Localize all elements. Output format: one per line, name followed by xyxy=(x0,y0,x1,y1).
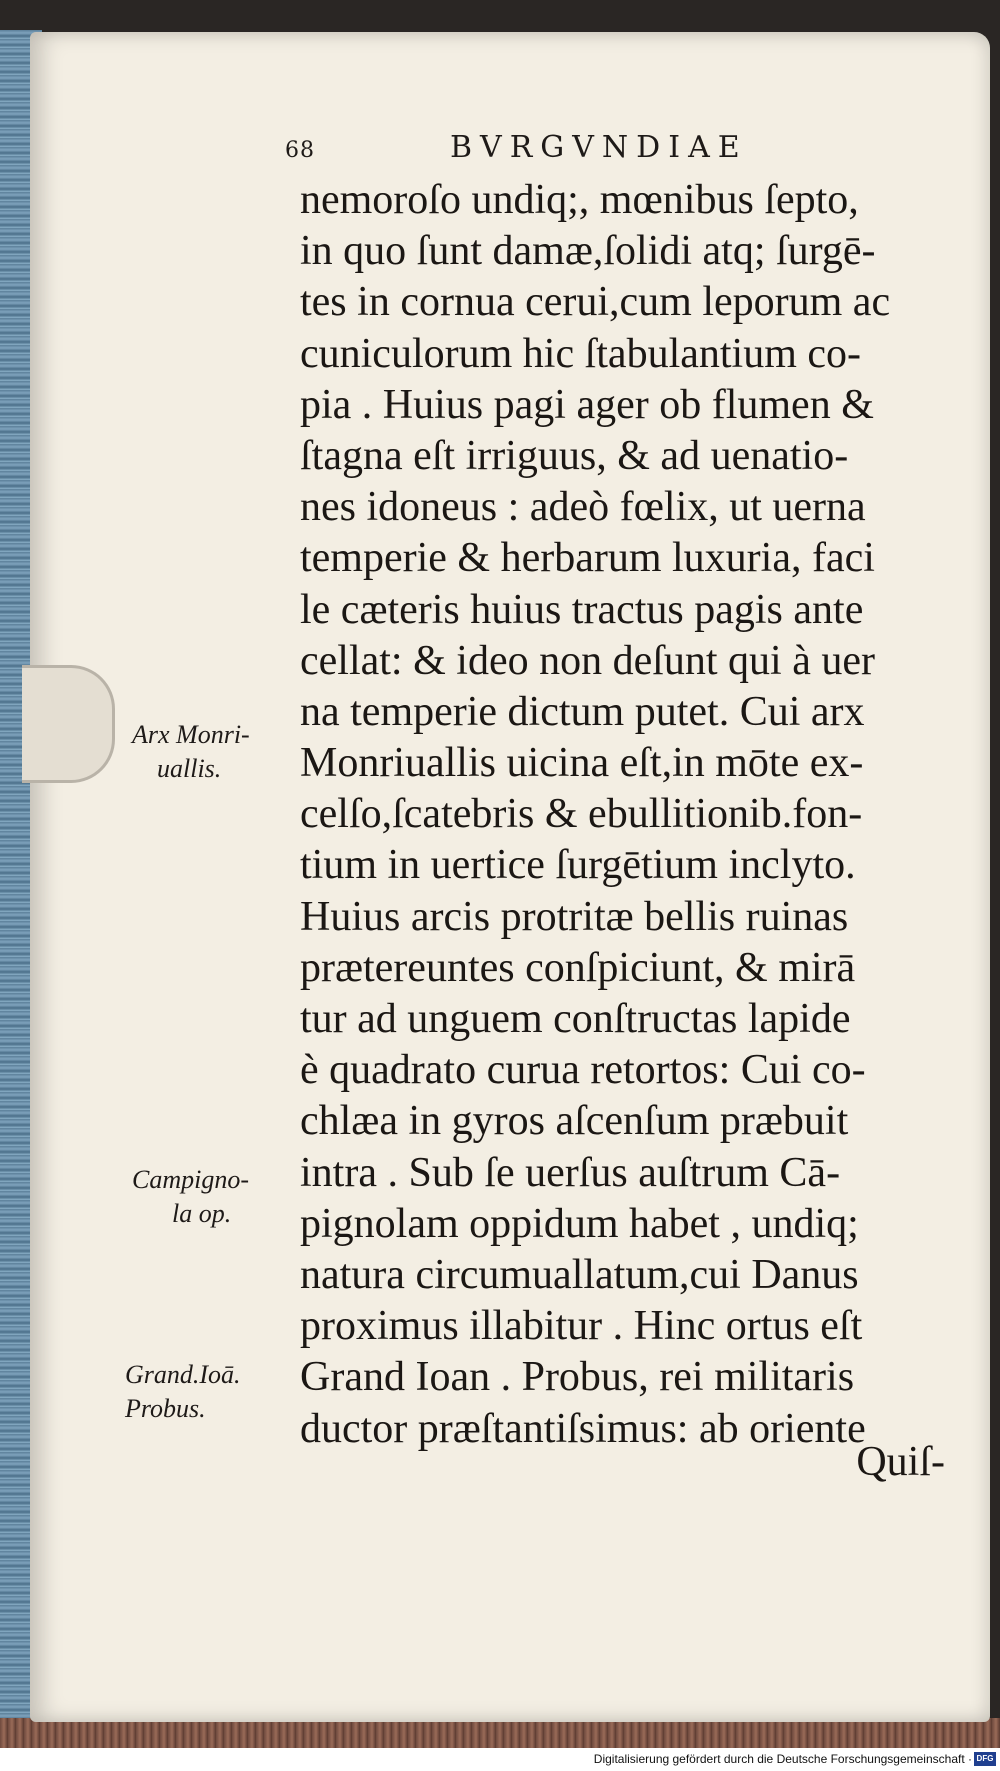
text-line: intra . Sub ſe uerſus auſtrum Cā- xyxy=(300,1149,841,1196)
margin-note-line: Probus. xyxy=(125,1394,206,1423)
text-line: chlæa in gyros aſcenſum præbuit xyxy=(300,1098,849,1145)
text-line: natura circumuallatum,cui Danus xyxy=(300,1251,859,1298)
text-line: in quo ſunt damæ,ſolidi atq; ſurgē- xyxy=(300,228,876,275)
text-line: tium in uertice ſurgētium inclyto. xyxy=(300,842,856,889)
text-line: Huius arcis protritæ bellis ruinas xyxy=(300,893,849,940)
dfg-logo-icon: DFG xyxy=(974,1752,996,1766)
text-line: celſo,ſcatebris & ebullitionib.fon- xyxy=(300,791,863,838)
text-line: tur ad unguem conſtructas lapide xyxy=(300,996,851,1042)
text-line: è quadrato curua retortos: Cui co- xyxy=(300,1047,866,1094)
text-line: temperie & herbarum luxuria, faci xyxy=(300,535,875,582)
footer-credit: Digitalisierung gefördert durch die Deutsche Forschungsgemeinschaft · xyxy=(593,1752,972,1766)
margin-note-campignola xyxy=(132,1163,249,1231)
text-line: cellat: & ideo non deſunt qui à uer xyxy=(300,637,875,684)
text-line: proximus illabitur . Hinc ortus eſt xyxy=(300,1303,863,1350)
text-line: Monriuallis uicina eſt,in mōte ex- xyxy=(300,740,864,787)
margin-note-grand-ioan xyxy=(125,1358,241,1426)
text-line: pia . Huius pagi ager ob flumen & xyxy=(300,381,874,428)
margin-note-line: Grand.Ioā. xyxy=(125,1360,241,1389)
text-line: na temperie dictum putet. Cui arx xyxy=(300,688,865,735)
catchword: Quiſ- xyxy=(856,1439,945,1485)
digitization-footer xyxy=(0,1748,1000,1771)
margin-note-arx-monriuallis xyxy=(132,718,250,786)
text-line: Grand Ioan . Probus, rei militaris xyxy=(300,1354,855,1401)
page-header xyxy=(285,130,925,170)
page-number: 68 xyxy=(285,138,315,163)
margin-note-line: la op. xyxy=(172,1199,232,1228)
text-line: prætereuntes conſpiciunt, & mirā xyxy=(300,944,856,991)
text-line: ductor præſtantiſsimus: ab oriente xyxy=(300,1405,866,1452)
text-line: ſtagna eſt irriguus, & ad uenatio- xyxy=(300,432,849,479)
text-line: pignolam oppidum habet , undiq; xyxy=(300,1200,859,1247)
body-text xyxy=(300,175,960,1455)
text-line: nemoroſo undiq;, mœnibus ſepto, xyxy=(300,177,859,223)
margin-note-line: Campigno- xyxy=(132,1165,249,1194)
text-line: tes in cornua cerui,cum leporum ac xyxy=(300,279,891,326)
margin-note-line: uallis. xyxy=(157,754,222,783)
text-line: cuniculorum hic ſtabulantium co- xyxy=(300,330,862,377)
margin-note-line: Arx Monri- xyxy=(132,720,250,749)
page-tab-marker xyxy=(22,665,115,783)
running-title: BVRGVNDIAE xyxy=(450,130,748,165)
text-line: nes idoneus : adeò fœlix, ut uerna xyxy=(300,484,866,531)
text-line: le cæteris huius tractus pagis ante xyxy=(300,586,864,633)
book-bottom-edge xyxy=(0,1718,1000,1748)
